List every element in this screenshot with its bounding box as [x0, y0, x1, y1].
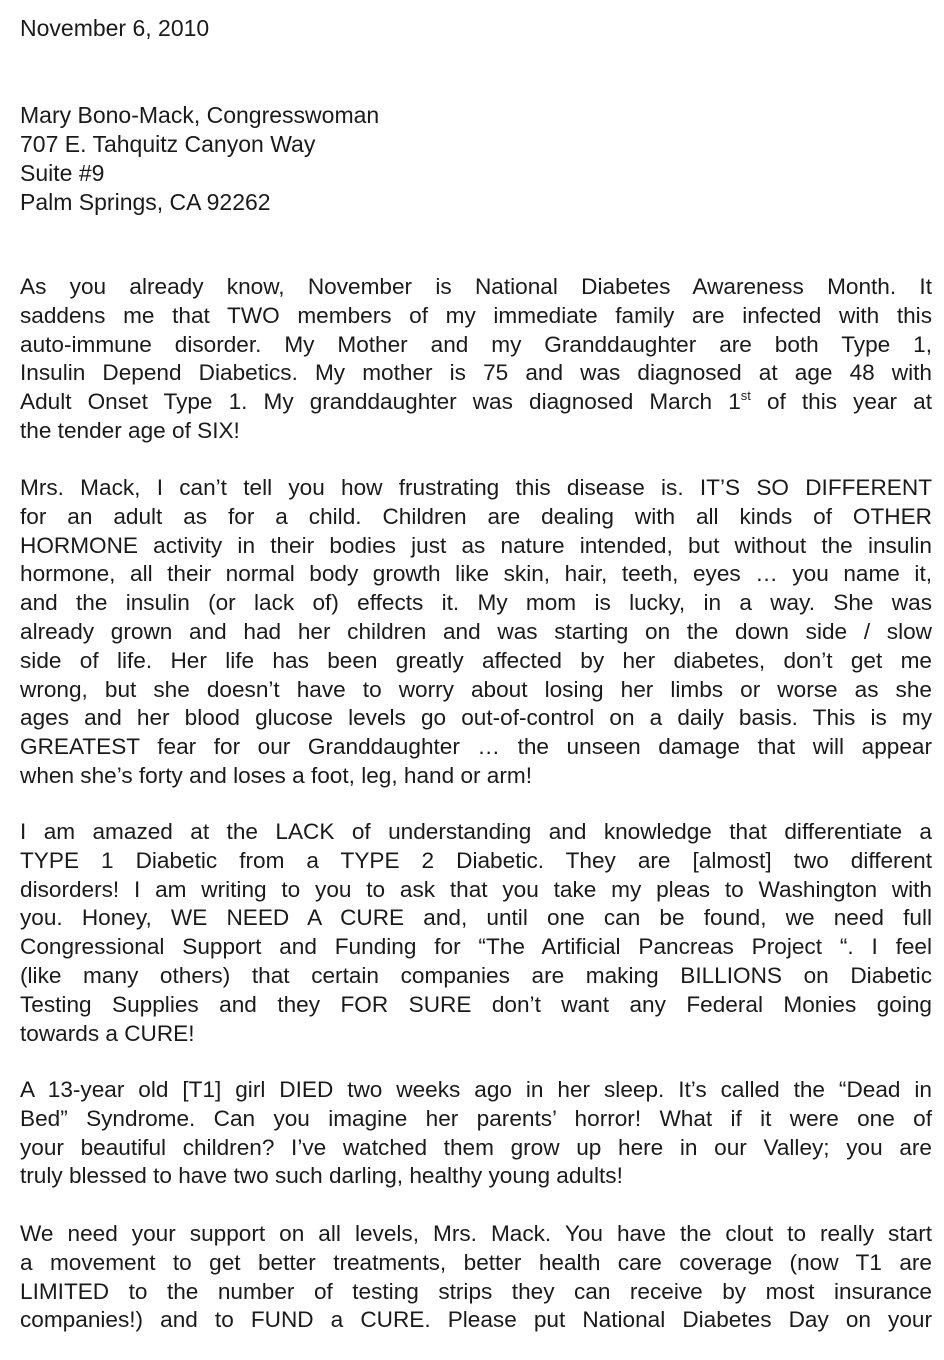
paragraph-line: We need your support on all levels, Mrs. Mack. You have the clout to really start: [20, 1221, 932, 1246]
recipient-street: 707 E. Tahquitz Canyon Way: [20, 131, 316, 157]
paragraph-line: side of life. Her life has been greatly affected by her diabetes, don’t get me: [20, 647, 932, 673]
paragraph-line: Testing Supplies and they FOR SURE don’t want any Federal Monies going: [20, 991, 932, 1017]
paragraph-line: A 13-year old [T1] girl DIED two weeks ago in her sleep. It’s called the “Dead in: [20, 1077, 932, 1102]
paragraph-3: [20, 818, 932, 1048]
paragraph-line: auto-immune disorder. My Mother and my Granddaughter are both Type 1,: [20, 331, 932, 357]
paragraph-line: HORMONE activity in their bodies just as nature intended, but without the insulin: [20, 532, 932, 558]
paragraph-4: [20, 1076, 932, 1191]
paragraph-line: Mrs. Mack, I can’t tell you how frustrating this disease is. IT’S SO DIFFERENT: [20, 475, 932, 500]
paragraph-line: and the insulin (or lack of) effects it. My mom is lucky, in a way. She was: [20, 590, 932, 616]
paragraph-line: when she’s forty and loses a foot, leg, hand or arm!: [20, 762, 532, 788]
paragraph-1: [20, 273, 932, 446]
paragraph-line: wrong, but she doesn’t have to worry about losing her limbs or worse as she: [20, 676, 932, 702]
paragraph-line: already grown and had her children and was starting on the down side / slow: [20, 618, 932, 644]
paragraph-line: Insulin Depend Diabetics. My mother is 75 and was diagnosed at age 48 with: [20, 360, 932, 386]
paragraph-line: As you already know, November is National Diabetes Awareness Month. It: [20, 274, 932, 299]
paragraph-line: ages and her blood glucose levels go out-of-control on a daily basis. This is my: [20, 705, 932, 731]
paragraph-line: the tender age of SIX!: [20, 417, 240, 443]
paragraph-line: GREATEST fear for our Granddaughter … the unseen damage that will appear: [20, 734, 932, 760]
paragraph-line: saddens me that TWO members of my immediate family are infected with this: [20, 302, 932, 328]
paragraph-line: Congressional Support and Funding for “The Artificial Pancreas Project “. I feel: [20, 934, 932, 960]
paragraph-line-with-superscript: [20, 388, 932, 417]
paragraph-line: truly blessed to have two such darling, healthy young adults!: [20, 1163, 623, 1189]
paragraph-line: a movement to get better treatments, better health care coverage (now T1 are: [20, 1249, 932, 1275]
paragraph-line: (like many others) that certain companies are making BILLIONS on Diabetic: [20, 962, 932, 988]
recipient-suite: Suite #9: [20, 160, 105, 186]
line-text: of this year at: [750, 389, 932, 415]
paragraph-line: LIMITED to the number of testing strips they can receive by most insurance: [20, 1278, 932, 1304]
letter-date: November 6, 2010: [20, 15, 210, 41]
recipient-name: Mary Bono-Mack, Congresswoman: [20, 102, 380, 128]
paragraph-line: companies!) and to FUND a CURE. Please put National Diabetes Day on your: [20, 1307, 932, 1333]
paragraph-line: TYPE 1 Diabetic from a TYPE 2 Diabetic. They are [almost] two different: [20, 847, 932, 873]
paragraph-line: hormone, all their normal body growth like skin, hair, teeth, eyes … you name it,: [20, 561, 932, 587]
paragraph-line: for an adult as for a child. Children are dealing with all kinds of OTHER: [20, 503, 932, 529]
recipient-city: Palm Springs, CA 92262: [20, 189, 271, 215]
line-text: Adult Onset Type 1. My granddaughter was diagnosed March 1: [20, 389, 741, 415]
paragraph-line: you. Honey, WE NEED A CURE and, until one can be found, we need full: [20, 905, 932, 931]
paragraph-line: I am amazed at the LACK of understanding and knowledge that differentiate a: [20, 819, 932, 844]
ordinal-superscript: st: [740, 388, 751, 404]
paragraph-line: towards a CURE!: [20, 1020, 195, 1046]
recipient-address: [20, 101, 379, 217]
paragraph-line: your beautiful children? I’ve watched them grow up here in our Valley; you are: [20, 1134, 932, 1160]
paragraph-line: Bed” Syndrome. Can you imagine her parents’ horror! What if it were one of: [20, 1105, 932, 1131]
paragraph-line: disorders! I am writing to you to ask that you take my pleas to Washington with: [20, 876, 932, 902]
paragraph-2: [20, 474, 932, 791]
paragraph-5: [20, 1220, 932, 1335]
